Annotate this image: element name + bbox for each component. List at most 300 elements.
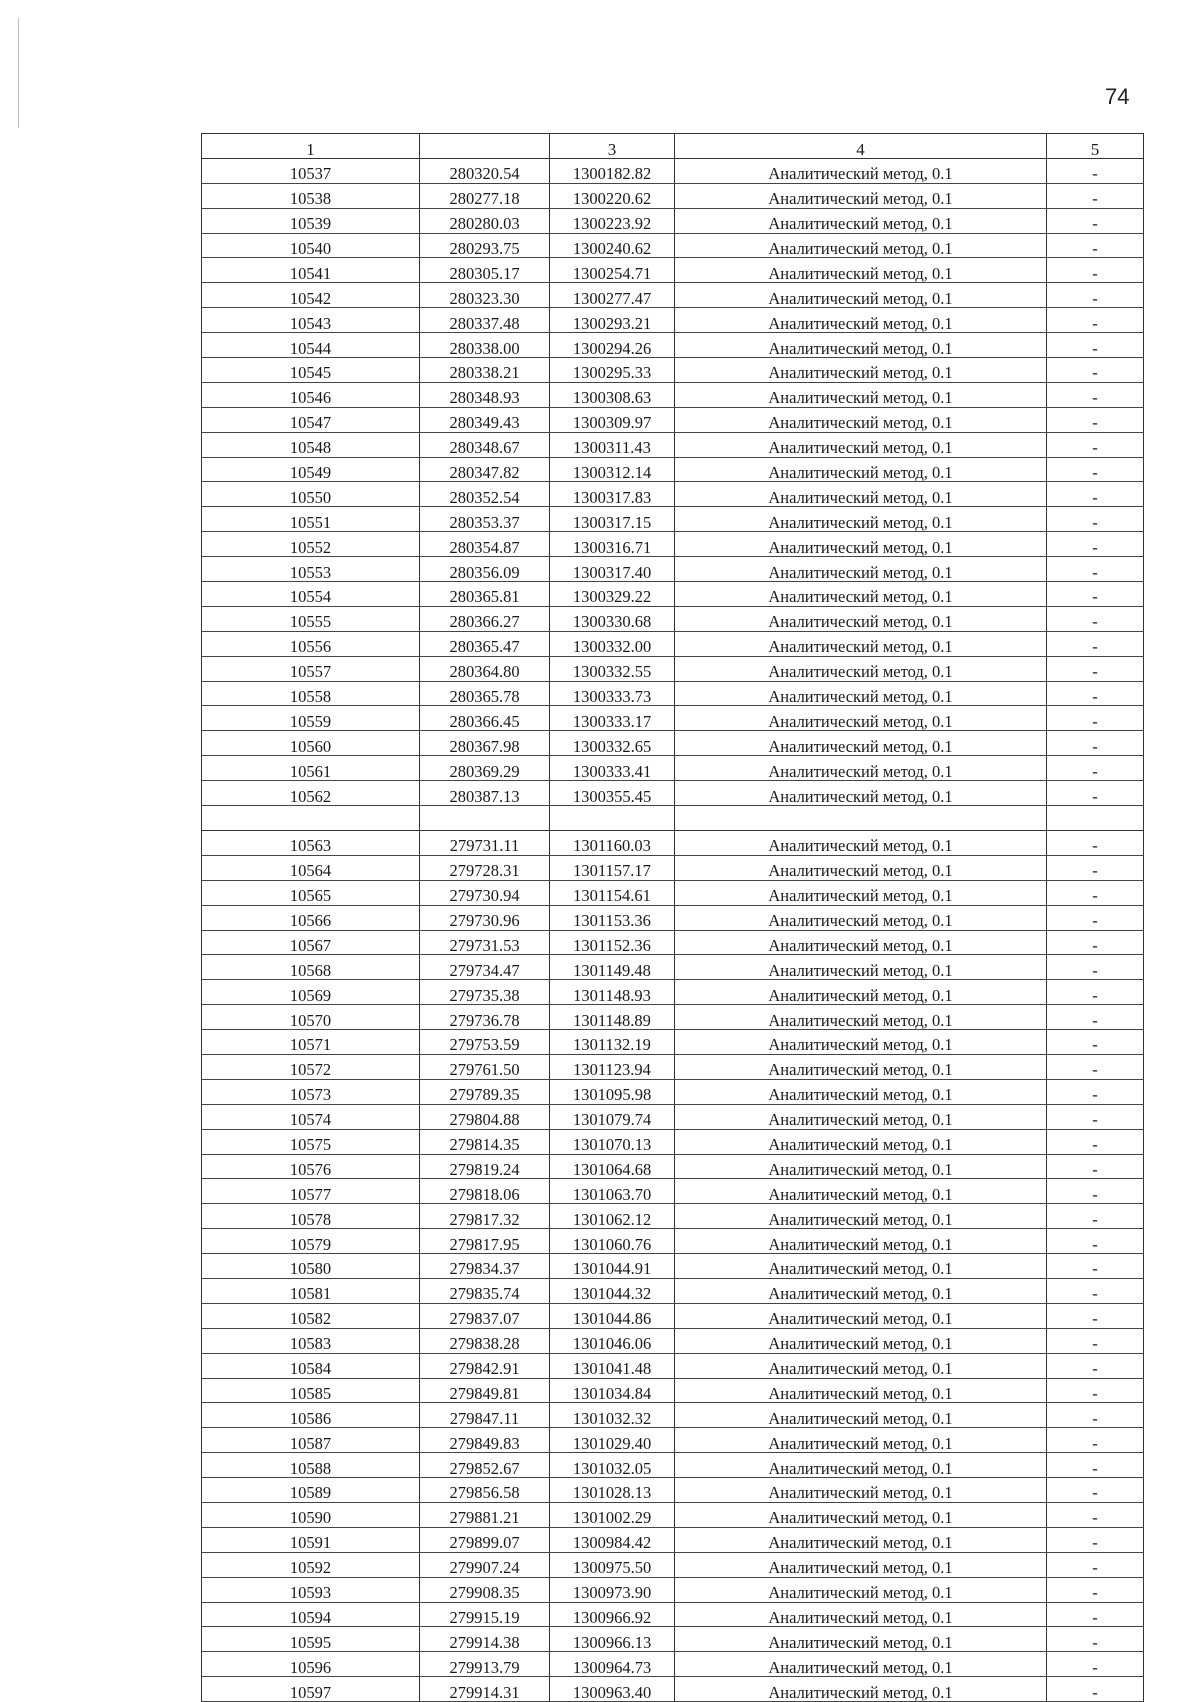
method-cell: Аналитический метод, 0.1 (675, 1627, 1047, 1652)
y-coordinate-cell: 1300293.21 (550, 308, 675, 333)
x-coordinate-cell: 279914.31 (420, 1677, 550, 1702)
y-coordinate-cell: 1300317.83 (550, 482, 675, 507)
method-cell: Аналитический метод, 0.1 (675, 631, 1047, 656)
table-row (202, 1204, 1144, 1229)
point-number-cell: 10569 (202, 980, 420, 1005)
method-cell: Аналитический метод, 0.1 (675, 681, 1047, 706)
note-cell: - (1047, 432, 1144, 457)
point-number-cell: 10581 (202, 1278, 420, 1303)
note-cell: - (1047, 308, 1144, 333)
y-coordinate-cell: 1301123.94 (550, 1054, 675, 1079)
point-number-cell: 10571 (202, 1030, 420, 1055)
separator-cell (1047, 806, 1144, 831)
method-cell: Аналитический метод, 0.1 (675, 382, 1047, 407)
y-coordinate-cell: 1300182.82 (550, 158, 675, 183)
note-cell: - (1047, 358, 1144, 383)
method-cell: Аналитический метод, 0.1 (675, 1652, 1047, 1677)
method-cell: Аналитический метод, 0.1 (675, 955, 1047, 980)
x-coordinate-cell: 279847.11 (420, 1403, 550, 1428)
y-coordinate-cell: 1300223.92 (550, 208, 675, 233)
x-coordinate-cell: 279881.21 (420, 1502, 550, 1527)
method-cell: Аналитический метод, 0.1 (675, 980, 1047, 1005)
y-coordinate-cell: 1300308.63 (550, 382, 675, 407)
note-cell: - (1047, 1577, 1144, 1602)
y-coordinate-cell: 1300240.62 (550, 233, 675, 258)
y-coordinate-cell: 1300333.17 (550, 706, 675, 731)
method-cell: Аналитический метод, 0.1 (675, 1353, 1047, 1378)
y-coordinate-cell: 1301002.29 (550, 1502, 675, 1527)
table-row (202, 258, 1144, 283)
point-number-cell: 10579 (202, 1229, 420, 1254)
y-coordinate-cell: 1300294.26 (550, 333, 675, 358)
method-cell: Аналитический метод, 0.1 (675, 283, 1047, 308)
note-cell: - (1047, 1428, 1144, 1453)
point-number-cell: 10588 (202, 1453, 420, 1478)
note-cell: - (1047, 1303, 1144, 1328)
method-cell: Аналитический метод, 0.1 (675, 1403, 1047, 1428)
y-coordinate-cell: 1300317.40 (550, 557, 675, 582)
table-row (202, 731, 1144, 756)
point-number-cell: 10540 (202, 233, 420, 258)
table-row (202, 1129, 1144, 1154)
separator-cell (420, 806, 550, 831)
table-row (202, 158, 1144, 183)
table-row (202, 507, 1144, 532)
y-coordinate-cell: 1300332.00 (550, 631, 675, 656)
point-number-cell: 10537 (202, 158, 420, 183)
method-cell: Аналитический метод, 0.1 (675, 482, 1047, 507)
point-number-cell: 10550 (202, 482, 420, 507)
point-number-cell: 10565 (202, 880, 420, 905)
point-number-cell: 10577 (202, 1179, 420, 1204)
table-row (202, 631, 1144, 656)
note-cell: - (1047, 606, 1144, 631)
x-coordinate-cell: 279817.32 (420, 1204, 550, 1229)
x-coordinate-cell: 280366.27 (420, 606, 550, 631)
point-number-cell: 10576 (202, 1154, 420, 1179)
y-coordinate-cell: 1301079.74 (550, 1104, 675, 1129)
point-number-cell: 10590 (202, 1502, 420, 1527)
note-cell: - (1047, 631, 1144, 656)
x-coordinate-cell: 279731.11 (420, 830, 550, 855)
note-cell: - (1047, 507, 1144, 532)
x-coordinate-cell: 279914.38 (420, 1627, 550, 1652)
point-number-cell: 10551 (202, 507, 420, 532)
y-coordinate-cell: 1300963.40 (550, 1677, 675, 1702)
point-number-cell: 10587 (202, 1428, 420, 1453)
y-coordinate-cell: 1301046.06 (550, 1328, 675, 1353)
coordinates-table (201, 133, 1144, 1702)
y-coordinate-cell: 1301070.13 (550, 1129, 675, 1154)
y-coordinate-cell: 1301154.61 (550, 880, 675, 905)
y-coordinate-cell: 1301160.03 (550, 830, 675, 855)
table-row (202, 233, 1144, 258)
method-cell: Аналитический метод, 0.1 (675, 731, 1047, 756)
table-row (202, 1677, 1144, 1702)
y-coordinate-cell: 1301152.36 (550, 930, 675, 955)
table-row (202, 1577, 1144, 1602)
table-row (202, 1378, 1144, 1403)
y-coordinate-cell: 1301148.89 (550, 1005, 675, 1030)
x-coordinate-cell: 279819.24 (420, 1154, 550, 1179)
table-row (202, 1527, 1144, 1552)
method-cell: Аналитический метод, 0.1 (675, 855, 1047, 880)
x-coordinate-cell: 279817.95 (420, 1229, 550, 1254)
x-coordinate-cell: 280280.03 (420, 208, 550, 233)
note-cell: - (1047, 731, 1144, 756)
point-number-cell: 10554 (202, 582, 420, 607)
note-cell: - (1047, 1502, 1144, 1527)
note-cell: - (1047, 208, 1144, 233)
table-row (202, 183, 1144, 208)
note-cell: - (1047, 1254, 1144, 1279)
note-cell: - (1047, 980, 1144, 1005)
point-number-cell: 10557 (202, 656, 420, 681)
method-cell: Аналитический метод, 0.1 (675, 333, 1047, 358)
x-coordinate-cell: 280366.45 (420, 706, 550, 731)
y-coordinate-cell: 1300355.45 (550, 781, 675, 806)
note-cell: - (1047, 158, 1144, 183)
table-row (202, 333, 1144, 358)
method-cell: Аналитический метод, 0.1 (675, 582, 1047, 607)
y-coordinate-cell: 1300333.41 (550, 756, 675, 781)
table-row (202, 407, 1144, 432)
x-coordinate-cell: 280337.48 (420, 308, 550, 333)
coordinates-table-body (202, 134, 1144, 1702)
x-coordinate-cell: 279753.59 (420, 1030, 550, 1055)
note-cell: - (1047, 656, 1144, 681)
y-coordinate-cell: 1300220.62 (550, 183, 675, 208)
note-cell: - (1047, 706, 1144, 731)
table-row (202, 208, 1144, 233)
point-number-cell: 10566 (202, 905, 420, 930)
point-number-cell: 10580 (202, 1254, 420, 1279)
note-cell: - (1047, 382, 1144, 407)
x-coordinate-cell: 279730.94 (420, 880, 550, 905)
table-row (202, 1453, 1144, 1478)
point-number-cell: 10568 (202, 955, 420, 980)
note-cell: - (1047, 930, 1144, 955)
y-coordinate-cell: 1301153.36 (550, 905, 675, 930)
point-number-cell: 10546 (202, 382, 420, 407)
note-cell: - (1047, 1453, 1144, 1478)
method-cell: Аналитический метод, 0.1 (675, 1005, 1047, 1030)
method-cell: Аналитический метод, 0.1 (675, 158, 1047, 183)
x-coordinate-cell: 280293.75 (420, 233, 550, 258)
y-coordinate-cell: 1301044.86 (550, 1303, 675, 1328)
point-number-cell: 10547 (202, 407, 420, 432)
method-cell: Аналитический метод, 0.1 (675, 1328, 1047, 1353)
note-cell: - (1047, 1278, 1144, 1303)
note-cell: - (1047, 855, 1144, 880)
method-cell: Аналитический метод, 0.1 (675, 1179, 1047, 1204)
method-cell: Аналитический метод, 0.1 (675, 1254, 1047, 1279)
method-cell: Аналитический метод, 0.1 (675, 1030, 1047, 1055)
x-coordinate-cell: 279789.35 (420, 1079, 550, 1104)
x-coordinate-cell: 279838.28 (420, 1328, 550, 1353)
x-coordinate-cell: 279728.31 (420, 855, 550, 880)
table-row (202, 681, 1144, 706)
note-cell: - (1047, 905, 1144, 930)
point-number-cell: 10574 (202, 1104, 420, 1129)
point-number-cell: 10539 (202, 208, 420, 233)
note-cell: - (1047, 233, 1144, 258)
point-number-cell: 10555 (202, 606, 420, 631)
table-row (202, 1303, 1144, 1328)
method-cell: Аналитический метод, 0.1 (675, 1229, 1047, 1254)
method-cell: Аналитический метод, 0.1 (675, 233, 1047, 258)
x-coordinate-cell: 279849.83 (420, 1428, 550, 1453)
method-cell: Аналитический метод, 0.1 (675, 432, 1047, 457)
method-cell: Аналитический метод, 0.1 (675, 308, 1047, 333)
x-coordinate-cell: 280352.54 (420, 482, 550, 507)
x-coordinate-cell: 280349.43 (420, 407, 550, 432)
method-cell: Аналитический метод, 0.1 (675, 1502, 1047, 1527)
x-coordinate-cell: 279899.07 (420, 1527, 550, 1552)
note-cell: - (1047, 1328, 1144, 1353)
table-row (202, 930, 1144, 955)
method-cell: Аналитический метод, 0.1 (675, 457, 1047, 482)
note-cell: - (1047, 781, 1144, 806)
point-number-cell: 10561 (202, 756, 420, 781)
y-coordinate-cell: 1300973.90 (550, 1577, 675, 1602)
method-cell: Аналитический метод, 0.1 (675, 706, 1047, 731)
table-row (202, 706, 1144, 731)
point-number-cell: 10556 (202, 631, 420, 656)
x-coordinate-cell: 279731.53 (420, 930, 550, 955)
table-row (202, 781, 1144, 806)
y-coordinate-cell: 1301032.05 (550, 1453, 675, 1478)
note-cell: - (1047, 1154, 1144, 1179)
x-coordinate-cell: 280364.80 (420, 656, 550, 681)
x-coordinate-cell: 279913.79 (420, 1652, 550, 1677)
x-coordinate-cell: 280365.78 (420, 681, 550, 706)
point-number-cell: 10597 (202, 1677, 420, 1702)
table-row (202, 482, 1144, 507)
method-cell: Аналитический метод, 0.1 (675, 258, 1047, 283)
method-cell: Аналитический метод, 0.1 (675, 1129, 1047, 1154)
note-cell: - (1047, 283, 1144, 308)
note-cell: - (1047, 1353, 1144, 1378)
x-coordinate-cell: 280356.09 (420, 557, 550, 582)
y-coordinate-cell: 1300311.43 (550, 432, 675, 457)
note-cell: - (1047, 955, 1144, 980)
note-cell: - (1047, 258, 1144, 283)
table-row (202, 283, 1144, 308)
x-coordinate-cell: 280323.30 (420, 283, 550, 308)
table-row (202, 1627, 1144, 1652)
method-cell: Аналитический метод, 0.1 (675, 1278, 1047, 1303)
point-number-cell: 10562 (202, 781, 420, 806)
method-cell: Аналитический метод, 0.1 (675, 1577, 1047, 1602)
header-cell-5: 5 (1047, 134, 1144, 159)
x-coordinate-cell: 279735.38 (420, 980, 550, 1005)
table-row (202, 1552, 1144, 1577)
y-coordinate-cell: 1300333.73 (550, 681, 675, 706)
point-number-cell: 10585 (202, 1378, 420, 1403)
y-coordinate-cell: 1300317.15 (550, 507, 675, 532)
note-cell: - (1047, 1104, 1144, 1129)
table-row (202, 308, 1144, 333)
note-cell: - (1047, 183, 1144, 208)
y-coordinate-cell: 1301064.68 (550, 1154, 675, 1179)
header-cell-1: 1 (202, 134, 420, 159)
scan-margin-line (18, 18, 19, 128)
table-row (202, 1229, 1144, 1254)
table-row (202, 1502, 1144, 1527)
x-coordinate-cell: 279761.50 (420, 1054, 550, 1079)
y-coordinate-cell: 1300975.50 (550, 1552, 675, 1577)
table-row (202, 1104, 1144, 1129)
point-number-cell: 10582 (202, 1303, 420, 1328)
y-coordinate-cell: 1301148.93 (550, 980, 675, 1005)
note-cell: - (1047, 1129, 1144, 1154)
header-cell-3: 3 (550, 134, 675, 159)
point-number-cell: 10589 (202, 1478, 420, 1503)
method-cell: Аналитический метод, 0.1 (675, 830, 1047, 855)
y-coordinate-cell: 1300329.22 (550, 582, 675, 607)
note-cell: - (1047, 333, 1144, 358)
table-row (202, 1328, 1144, 1353)
y-coordinate-cell: 1301157.17 (550, 855, 675, 880)
note-cell: - (1047, 880, 1144, 905)
note-cell: - (1047, 557, 1144, 582)
x-coordinate-cell: 279849.81 (420, 1378, 550, 1403)
x-coordinate-cell: 279907.24 (420, 1552, 550, 1577)
table-row (202, 1602, 1144, 1627)
point-number-cell: 10541 (202, 258, 420, 283)
x-coordinate-cell: 280305.17 (420, 258, 550, 283)
note-cell: - (1047, 1054, 1144, 1079)
point-number-cell: 10586 (202, 1403, 420, 1428)
method-cell: Аналитический метод, 0.1 (675, 507, 1047, 532)
method-cell: Аналитический метод, 0.1 (675, 656, 1047, 681)
note-cell: - (1047, 1079, 1144, 1104)
note-cell: - (1047, 756, 1144, 781)
table-row (202, 1079, 1144, 1104)
x-coordinate-cell: 280354.87 (420, 532, 550, 557)
table-row (202, 980, 1144, 1005)
y-coordinate-cell: 1301095.98 (550, 1079, 675, 1104)
x-coordinate-cell: 280347.82 (420, 457, 550, 482)
x-coordinate-cell: 279818.06 (420, 1179, 550, 1204)
table-row (202, 955, 1144, 980)
x-coordinate-cell: 279837.07 (420, 1303, 550, 1328)
point-number-cell: 10558 (202, 681, 420, 706)
point-number-cell: 10552 (202, 532, 420, 557)
note-cell: - (1047, 1652, 1144, 1677)
y-coordinate-cell: 1300316.71 (550, 532, 675, 557)
method-cell: Аналитический метод, 0.1 (675, 532, 1047, 557)
point-number-cell: 10543 (202, 308, 420, 333)
point-number-cell: 10591 (202, 1527, 420, 1552)
y-coordinate-cell: 1300332.55 (550, 656, 675, 681)
x-coordinate-cell: 279730.96 (420, 905, 550, 930)
table-row (202, 432, 1144, 457)
table-row (202, 1403, 1144, 1428)
note-cell: - (1047, 1229, 1144, 1254)
table-row (202, 1652, 1144, 1677)
x-coordinate-cell: 279915.19 (420, 1602, 550, 1627)
y-coordinate-cell: 1301032.32 (550, 1403, 675, 1428)
method-cell: Аналитический метод, 0.1 (675, 905, 1047, 930)
x-coordinate-cell: 279834.37 (420, 1254, 550, 1279)
point-number-cell: 10560 (202, 731, 420, 756)
table-row (202, 1254, 1144, 1279)
table-header-row (202, 134, 1144, 159)
table-row (202, 1005, 1144, 1030)
x-coordinate-cell: 280348.67 (420, 432, 550, 457)
x-coordinate-cell: 280367.98 (420, 731, 550, 756)
separator-cell (550, 806, 675, 831)
table-row (202, 1030, 1144, 1055)
point-number-cell: 10575 (202, 1129, 420, 1154)
x-coordinate-cell: 280277.18 (420, 183, 550, 208)
note-cell: - (1047, 482, 1144, 507)
note-cell: - (1047, 1552, 1144, 1577)
table-row (202, 358, 1144, 383)
note-cell: - (1047, 1179, 1144, 1204)
x-coordinate-cell: 280338.00 (420, 333, 550, 358)
point-number-cell: 10564 (202, 855, 420, 880)
method-cell: Аналитический метод, 0.1 (675, 1378, 1047, 1403)
table-row (202, 830, 1144, 855)
note-cell: - (1047, 681, 1144, 706)
point-number-cell: 10549 (202, 457, 420, 482)
y-coordinate-cell: 1301062.12 (550, 1204, 675, 1229)
point-number-cell: 10584 (202, 1353, 420, 1378)
y-coordinate-cell: 1300295.33 (550, 358, 675, 383)
coordinates-table-container (201, 133, 1143, 1702)
y-coordinate-cell: 1301044.91 (550, 1254, 675, 1279)
y-coordinate-cell: 1301029.40 (550, 1428, 675, 1453)
table-row (202, 532, 1144, 557)
method-cell: Аналитический метод, 0.1 (675, 1478, 1047, 1503)
x-coordinate-cell: 280369.29 (420, 756, 550, 781)
method-cell: Аналитический метод, 0.1 (675, 756, 1047, 781)
table-row (202, 1353, 1144, 1378)
table-row (202, 1154, 1144, 1179)
point-number-cell: 10542 (202, 283, 420, 308)
x-coordinate-cell: 279804.88 (420, 1104, 550, 1129)
method-cell: Аналитический метод, 0.1 (675, 208, 1047, 233)
table-row (202, 1054, 1144, 1079)
x-coordinate-cell: 280353.37 (420, 507, 550, 532)
y-coordinate-cell: 1301132.19 (550, 1030, 675, 1055)
point-number-cell: 10573 (202, 1079, 420, 1104)
point-number-cell: 10567 (202, 930, 420, 955)
header-cell-2 (420, 134, 550, 159)
note-cell: - (1047, 1478, 1144, 1503)
y-coordinate-cell: 1300330.68 (550, 606, 675, 631)
method-cell: Аналитический метод, 0.1 (675, 781, 1047, 806)
table-row (202, 457, 1144, 482)
separator-cell (202, 806, 420, 831)
x-coordinate-cell: 279908.35 (420, 1577, 550, 1602)
point-number-cell: 10553 (202, 557, 420, 582)
point-number-cell: 10595 (202, 1627, 420, 1652)
y-coordinate-cell: 1300966.13 (550, 1627, 675, 1652)
note-cell: - (1047, 830, 1144, 855)
method-cell: Аналитический метод, 0.1 (675, 1054, 1047, 1079)
method-cell: Аналитический метод, 0.1 (675, 1204, 1047, 1229)
y-coordinate-cell: 1301041.48 (550, 1353, 675, 1378)
table-row (202, 382, 1144, 407)
y-coordinate-cell: 1300254.71 (550, 258, 675, 283)
y-coordinate-cell: 1301028.13 (550, 1478, 675, 1503)
note-cell: - (1047, 1378, 1144, 1403)
y-coordinate-cell: 1300312.14 (550, 457, 675, 482)
